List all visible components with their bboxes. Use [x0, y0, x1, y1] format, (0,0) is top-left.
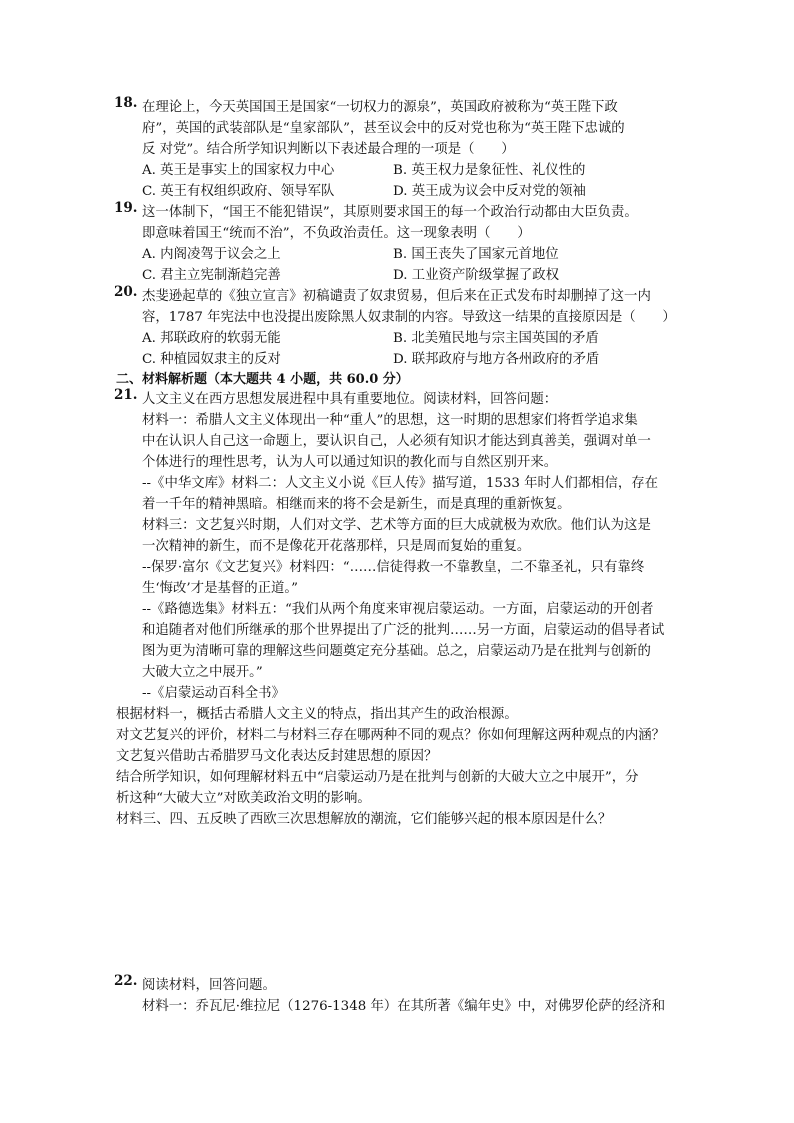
question-19-option-b[interactable]: B. 国王丧失了国家元首地位 — [393, 247, 559, 262]
material-line: 材料一：乔瓦尼·维拉尼（1276-1348 年）在其所著《编年史》中，对佛罗伦萨的经济和 — [142, 999, 666, 1014]
material-line: 大破大立之中展开。” — [142, 665, 263, 680]
material-line: 图为更为清晰可靠的理解这些问题奠定充分基础。总之，启蒙运动乃是在批判与创新的 — [142, 644, 651, 659]
material-line: 中在认识人自己这一命题上，要认识自己，人必须有知识才能达到真善美，强调对单一 — [142, 434, 651, 449]
question-19-line-1: 这一体制下，“国王不能犯错误”，其原则要求国王的每一个政治行动都由大臣负责。 — [142, 205, 638, 220]
question-20-option-b[interactable]: B. 北美殖民地与宗主国英国的矛盾 — [393, 331, 599, 346]
question-18-option-c[interactable]: C. 英王有权组织政府、领导军队 — [142, 184, 335, 199]
question-18-line-3: 反 对党”。结合所学知识判断以下表述最合理的一项是（ ） — [142, 142, 515, 157]
sub-question-1: 根据材料一，概括古希腊人文主义的特点，指出其产生的政治根源。 — [116, 707, 518, 722]
question-19-number: 19. — [114, 200, 138, 216]
question-20-option-c[interactable]: C. 种植园奴隶主的反对 — [142, 352, 281, 367]
sub-question-2: 对文艺复兴的评价，材料二与材料三存在哪两种不同的观点？你如何理解这两种观点的内涵？ — [116, 728, 666, 743]
material-line: 着一千年的精神黑暗。相继而来的将不会是新生，而是真理的重新恢复。 — [142, 497, 571, 512]
question-20-option-d[interactable]: D. 联邦政府与地方各州政府的矛盾 — [393, 352, 600, 367]
material-line: 和追随者对他们所继承的那个世界提出了广泛的批判……另一方面，启蒙运动的倡导者试 — [142, 623, 665, 638]
question-20-number: 20. — [114, 284, 138, 300]
material-line: 生‘悔改’才是基督的正道。” — [142, 581, 298, 596]
material-line: 材料一：希腊人文主义体现出一种“重人”的思想，这一时期的思想家们将哲学追求集 — [142, 413, 638, 428]
question-18-line-2: 府”，英国的武装部队是“皇家部队”，甚至议会中的反对党也称为“英王陛下忠诚的 — [142, 121, 625, 136]
material-line: --保罗·富尔《文艺复兴》材料四：“……信徒得救一不靠教皇，二不靠圣礼，只有靠终 — [142, 560, 645, 575]
question-19-option-c[interactable]: C. 君主立宪制渐趋完善 — [142, 268, 281, 283]
question-19-option-a[interactable]: A. 内阁凌驾于议会之上 — [142, 247, 281, 262]
question-18-option-d[interactable]: D. 英王成为议会中反对党的领袖 — [393, 184, 586, 199]
question-20-line-2: 容，1787 年宪法中也没提出废除黑人奴隶制的内容。导致这一结果的直接原因是（ ） — [142, 310, 676, 325]
question-18-option-b[interactable]: B. 英王权力是象征性、礼仪性的 — [393, 163, 586, 178]
sub-question-4-line-2: 析这种“大破大立”对欧美政治文明的影响。 — [116, 791, 371, 806]
question-18-line-1: 在理论上，今天英国国王是国家“一切权力的源泉”，英国政府被称为“英王陛下政 — [142, 100, 618, 115]
sub-question-5: 材料三、四、五反映了西欧三次思想解放的潮流，它们能够兴起的根本原因是什么？ — [116, 812, 612, 827]
question-18-number: 18. — [114, 95, 138, 111]
sub-question-3: 文艺复兴借助古希腊罗马文化表达反封建思想的原因？ — [116, 749, 438, 764]
question-19-option-d[interactable]: D. 工业资产阶级掌握了政权 — [393, 268, 560, 283]
question-18-option-a[interactable]: A. 英王是事实上的国家权力中心 — [142, 163, 335, 178]
section-2-heading: 二、材料解析题（本大题共 4 小题，共 60.0 分） — [116, 372, 409, 387]
material-line: 个体进行的理性思考，认为人可以通过知识的教化而与自然区别开来。 — [142, 455, 558, 470]
question-21-number: 21. — [114, 387, 138, 403]
sub-question-4-line-1: 结合所学知识，如何理解材料五中“启蒙运动乃是在批判与创新的大破大立之中展开”，分 — [116, 770, 639, 785]
material-line: 一次精神的新生，而不是像花开花落那样，只是周而复始的重复。 — [142, 539, 531, 554]
question-20-option-a[interactable]: A. 邦联政府的软弱无能 — [142, 331, 281, 346]
material-line: 材料三：文艺复兴时期，人们对文学、艺术等方面的巨大成就极为欢欣。他们认为这是 — [142, 518, 651, 533]
question-19-line-2: 即意味着国王“统而不治”，不负政治责任。这一现象表明（ ） — [142, 226, 531, 241]
material-line: --《中华文库》材料二：人文主义小说《巨人传》描写道，1533 年时人们都相信，存在 — [142, 476, 659, 491]
material-line: --《路德选集》材料五：“我们从两个角度来审视启蒙运动。一方面，启蒙运动的开创者 — [142, 602, 654, 617]
question-21-intro: 人文主义在西方思想发展进程中具有重要地位。阅读材料，回答问题： — [142, 392, 558, 407]
question-20-line-1: 杰斐逊起草的《独立宣言》初稿谴责了奴隶贸易，但后来在正式发布时却删掉了这一内 — [142, 289, 651, 304]
material-source: --《启蒙运动百科全书》 — [142, 686, 285, 701]
question-22-number: 22. — [114, 973, 138, 989]
question-22-intro: 阅读材料，回答问题。 — [142, 978, 276, 993]
